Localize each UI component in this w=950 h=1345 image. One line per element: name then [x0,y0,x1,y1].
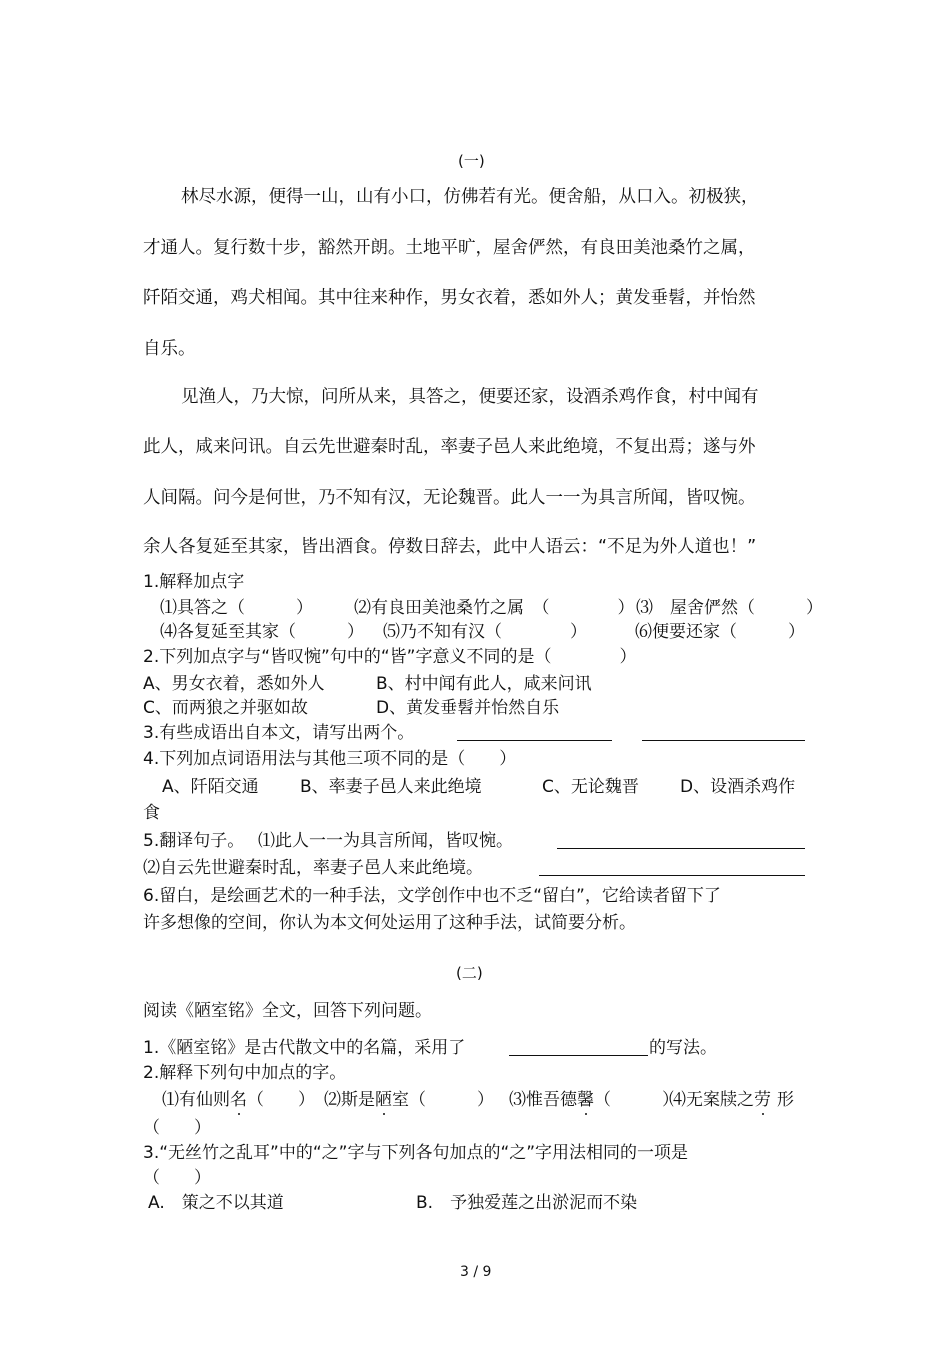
passage-line: 自乐。 [143,339,196,359]
q4-option-c: C、无论魏晋 [542,777,639,797]
passage-line: 阡陌交通，鸡犬相闻。其中往来种作，男女衣着，悉如外人；黄发垂髫，并怡然 [143,288,756,308]
answer-blank[interactable] [509,1055,648,1056]
q1-item-5: ⑸乃不知有汉（ ） [383,622,587,642]
q4-option-d-tail: 食 [143,803,160,823]
answer-blank[interactable] [642,740,805,741]
passage-line: 见渔人，乃大惊，问所从来，具答之，便要还家，设酒杀鸡作食，村中闻有 [181,387,759,407]
s2-q3-option-b: B. 予独爱莲之出淤泥而不染 [416,1193,638,1213]
answer-blank[interactable] [557,848,805,849]
dotted-char: 名 [230,1090,247,1110]
question-3-title: 3.有些成语出自本文，请写出两个。 [143,723,415,743]
q1-item-4: ⑷各复延至其家（ ） [160,622,364,642]
s2-question-2-title: 2.解释下列句中加点的字。 [143,1063,347,1083]
item-paren: （ ） [594,1090,679,1110]
s2-q2-tail-paren: （ ） [143,1118,211,1138]
s2-question-1: 1.《陋室铭》是古代散文中的名篇，采用了 [143,1038,466,1058]
question-6-line: 许多想像的空间，你认为本文何处运用了这种手法，试简要分析。 [143,913,636,933]
q4-option-a: A、阡陌交通 [162,777,259,797]
q4-option-d: D、设酒杀鸡作 [680,777,796,797]
dotted-char: 馨 [577,1090,594,1110]
section-2-heading: (二) [456,964,483,982]
q5-sentence-1: ⑴此人一一为具言所闻，皆叹惋。 [258,831,513,851]
s2-q2-item-4 [669,1089,794,1111]
dotted-char: 陋 [375,1090,392,1110]
passage-line: 余人各复延至其家，皆出酒食。停数日辞去，此中人语云：“不足为外人道也！” [143,537,757,557]
q1-item-2: ⑵有良田美池桑竹之属 （ ） [354,598,635,618]
question-4-title: 4.下列加点词语用法与其他三项不同的是（ ） [143,749,517,769]
s2-q2-item-3 [509,1089,679,1111]
page-number: 3 / 9 [460,1264,492,1280]
s2-question-3-paren: （ ） [143,1168,211,1188]
answer-blank[interactable] [457,740,612,741]
item-text: ⑶惟吾德 [509,1090,577,1110]
question-1-title: 1.解释加点字 [143,572,245,592]
item-text: 形 [777,1090,794,1110]
q2-option-d: D、黄发垂髫并怡然自乐 [376,698,560,718]
q1-item-3: ⑶ 屋舍俨然（ ） [636,598,823,618]
passage-line: 林尽水源，便得一山，山有小口，仿佛若有光。便舍船，从口入。初极狭， [181,187,759,207]
answer-blank[interactable] [539,875,805,876]
question-2-title: 2.下列加点字与“皆叹惋”句中的“皆”字意义不同的是（ ） [143,647,637,667]
item-text: ⑷无案牍之 [669,1090,754,1110]
s2-q2-item-2 [324,1089,494,1111]
q2-option-b: B、村中闻有此人，咸来问讯 [376,674,592,694]
question-6-line: 6.留白，是绘画艺术的一种手法，文学创作中也不乏“留白”，它给读者留下了 [143,886,721,906]
s2-question-3-title: 3.“无丝竹之乱耳”中的“之”字与下列各句加点的“之”字用法相同的一项是 [143,1143,689,1163]
q1-item-6: ⑹便要还家（ ） [635,622,805,642]
item-paren: （ ） [247,1090,315,1110]
dotted-char: 劳 [754,1090,771,1110]
question-5-title: 5.翻译句子。 [143,831,245,851]
s2-q2-item-1 [162,1089,315,1111]
s2-q3-option-a: A. 策之不以其道 [148,1193,284,1213]
q2-option-c: C、而两狼之并驱如故 [143,698,308,718]
q4-option-b: B、率妻子邑人来此绝境 [300,777,482,797]
q5-sentence-2: ⑵自云先世避秦时乱，率妻子邑人来此绝境。 [143,858,483,878]
section-2-intro: 阅读《陋室铭》全文，回答下列问题。 [143,1001,432,1021]
passage-line: 人间隔。问今是何世，乃不知有汉，无论魏晋。此人一一为具言所闻，皆叹惋。 [143,488,756,508]
item-text: ⑴有仙则 [162,1090,230,1110]
passage-line: 此人，咸来问讯。自云先世避秦时乱，率妻子邑人来此绝境，不复出焉；遂与外 [143,437,756,457]
s2-question-1-post: 的写法。 [649,1038,717,1058]
item-text: ⑵斯是 [324,1090,375,1110]
item-paren: 室（ ） [392,1090,494,1110]
section-1-heading: (一) [458,152,485,170]
q2-option-a: A、男女衣着，悉如外人 [143,674,325,694]
passage-line: 才通人。复行数十步，豁然开朗。土地平旷，屋舍俨然，有良田美池桑竹之属， [143,238,756,258]
q1-item-1: ⑴具答之（ ） [160,598,313,618]
